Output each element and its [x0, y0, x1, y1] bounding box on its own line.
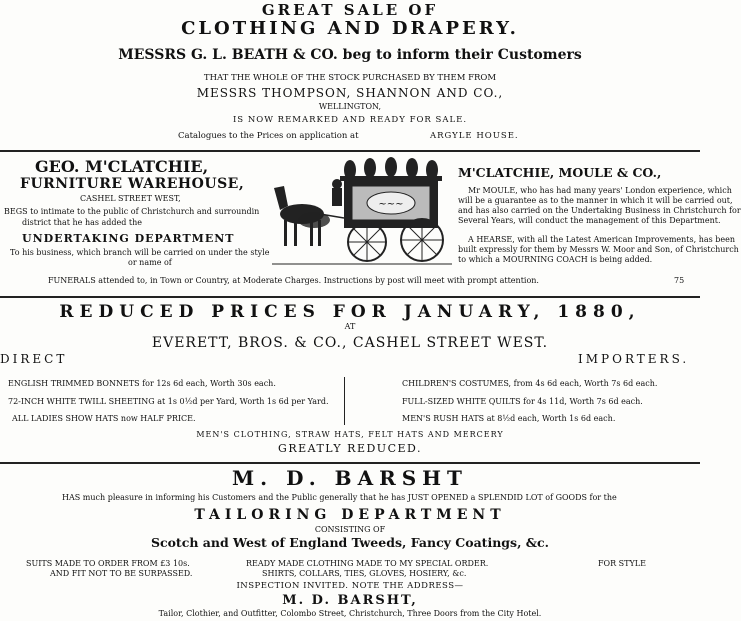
- ad2-right-p1-2: will be a guarantee as to the manner in which it will be carried out,: [458, 196, 733, 205]
- ad1-line4: MESSRS THOMPSON, SHANNON AND CO.,: [196, 86, 504, 100]
- ad2-left-body2: district that he has added the: [22, 218, 143, 227]
- ad1-line5: WELLINGTON,: [318, 102, 382, 111]
- ad4-ready1: READY MADE CLOTHING MADE TO MY SPECIAL ORDER.: [246, 559, 489, 568]
- ad4-tweeds: Scotch and West of England Tweeds, Fancy Coatings, &c.: [150, 535, 550, 550]
- ad2-right-p1-4: Several Years, will conduct the management of this Department.: [458, 216, 721, 225]
- ad2-right-p2-2: built expressly for them by Messrs W. Moor and Son, of Christchurch: [458, 245, 739, 254]
- ad3-right-item: MEN'S RUSH HATS at 8½d each, Worth 1s 6d each.: [402, 414, 616, 423]
- ad4-suits2: AND FIT NOT TO BE SURPASSED.: [50, 569, 193, 578]
- ad1-line6: IS NOW REMARKED AND READY FOR SALE.: [232, 115, 468, 125]
- ad3-left-item: ALL LADIES SHOW HATS now HALF PRICE.: [12, 414, 196, 423]
- ad2-funerals: FUNERALS attended to, in Town or Country, at Moderate Charges. Instructions by post will meet with prompt attention.: [48, 276, 539, 285]
- divider-1: [0, 150, 700, 152]
- ad4-dept: TAILORING DEPARTMENT: [194, 507, 506, 523]
- ad2-left-addr: CASHEL STREET WEST,: [80, 194, 181, 203]
- ad1-catalogue: Catalogues to the Prices on application at: [178, 131, 359, 141]
- svg-text:~~~: ~~~: [378, 199, 404, 210]
- ad2-left-body4: or name of: [128, 258, 172, 267]
- ad4-suits1: SUITS MADE TO ORDER FROM £3 10s.: [26, 559, 190, 568]
- ad3-direct: DIRECT: [0, 352, 68, 366]
- ad4-footer: Tailor, Clothier, and Outfitter, Colombo Street, Christchurch, Three Doors from the City Hotel.: [158, 609, 542, 618]
- ad4-name2: M. D. BARSHT,: [282, 593, 418, 608]
- ad1-title-line2: CLOTHING AND DRAPERY.: [181, 18, 519, 39]
- ad2-left-title1: GEO. M'CLATCHIE,: [35, 157, 209, 176]
- hearse-illustration: [272, 158, 452, 270]
- ad4-inspection: INSPECTION INVITED. NOTE THE ADDRESS—: [236, 581, 464, 591]
- ad2-number: 75: [674, 276, 685, 285]
- ad3-left-item: 72-INCH WHITE TWILL SHEETING at 1s 0½d per Yard, Worth 1s 6d per Yard.: [8, 397, 329, 406]
- ad3-title: REDUCED PRICES FOR JANUARY, 1880,: [59, 302, 641, 322]
- ad2-right-p2-1: A HEARSE, with all the Latest American Improvements, has been: [468, 235, 736, 244]
- ad1-title-line1: GREAT SALE OF: [261, 1, 439, 19]
- ad2-left-dept: UNDERTAKING DEPARTMENT: [22, 232, 235, 245]
- ad4-consisting: CONSISTING OF: [314, 525, 386, 534]
- ad2-right-p2-3: to which a MOURNING COACH is being added.: [458, 255, 653, 264]
- ad2-right-p1-1: Mr MOULE, who has had many years' London experience, which: [468, 186, 732, 195]
- ad3-mens: MEN'S CLOTHING, STRAW HATS, FELT HATS AND MERCERY: [196, 430, 504, 439]
- ad2-right-title: M'CLATCHIE, MOULE & CO.,: [458, 165, 662, 180]
- ad2-left-body3: To his business, which branch will be carried on under the style: [10, 248, 270, 257]
- ad1-line3: THAT THE WHOLE OF THE STOCK PURCHASED BY THEM FROM: [203, 73, 497, 83]
- ad2-left-title2: FURNITURE WAREHOUSE,: [20, 176, 245, 192]
- divider-3: [0, 462, 700, 464]
- ad3-importers: IMPORTERS.: [578, 352, 690, 366]
- ad2-right-p1-3: and has also carried on the Undertaking Business in Christchurch for: [458, 206, 741, 215]
- divider-2: [0, 296, 700, 298]
- ad4-name: M. D. BARSHT: [232, 466, 468, 490]
- ad3-right-item: FULL-SIZED WHITE QUILTS for 4s 11d, Worth 7s 6d each.: [402, 397, 643, 406]
- ad4-forstyle: FOR STYLE: [598, 559, 646, 568]
- ad3-firm: EVERETT, BROS. & CO., CASHEL STREET WEST.: [151, 335, 549, 351]
- ad1-address: ARGYLE HOUSE.: [430, 131, 519, 141]
- ad3-at: AT: [344, 322, 356, 331]
- ad4-ready2: SHIRTS, COLLARS, TIES, GLOVES, HOSIERY, &c.: [262, 569, 467, 578]
- ad3-reduced: GREATLY REDUCED.: [278, 442, 422, 455]
- ad3-column-divider: [344, 377, 345, 425]
- ad2-left-body1: BEGS to intimate to the public of Christchurch and surroundin: [4, 207, 260, 216]
- ad1-messrs-line: MESSRS G. L. BEATH & CO. beg to inform their Customers: [118, 47, 582, 63]
- ad3-left-item: ENGLISH TRIMMED BONNETS for 12s 6d each, Worth 30s each.: [8, 379, 276, 388]
- ad3-right-item: CHILDREN'S COSTUMES, from 4s 6d each, Worth 7s 6d each.: [402, 379, 658, 388]
- ad4-intro: HAS much pleasure in informing his Customers and the Public generally that he has JUST OPENED a SPLENDID LOT of GOODS for the: [62, 493, 617, 502]
